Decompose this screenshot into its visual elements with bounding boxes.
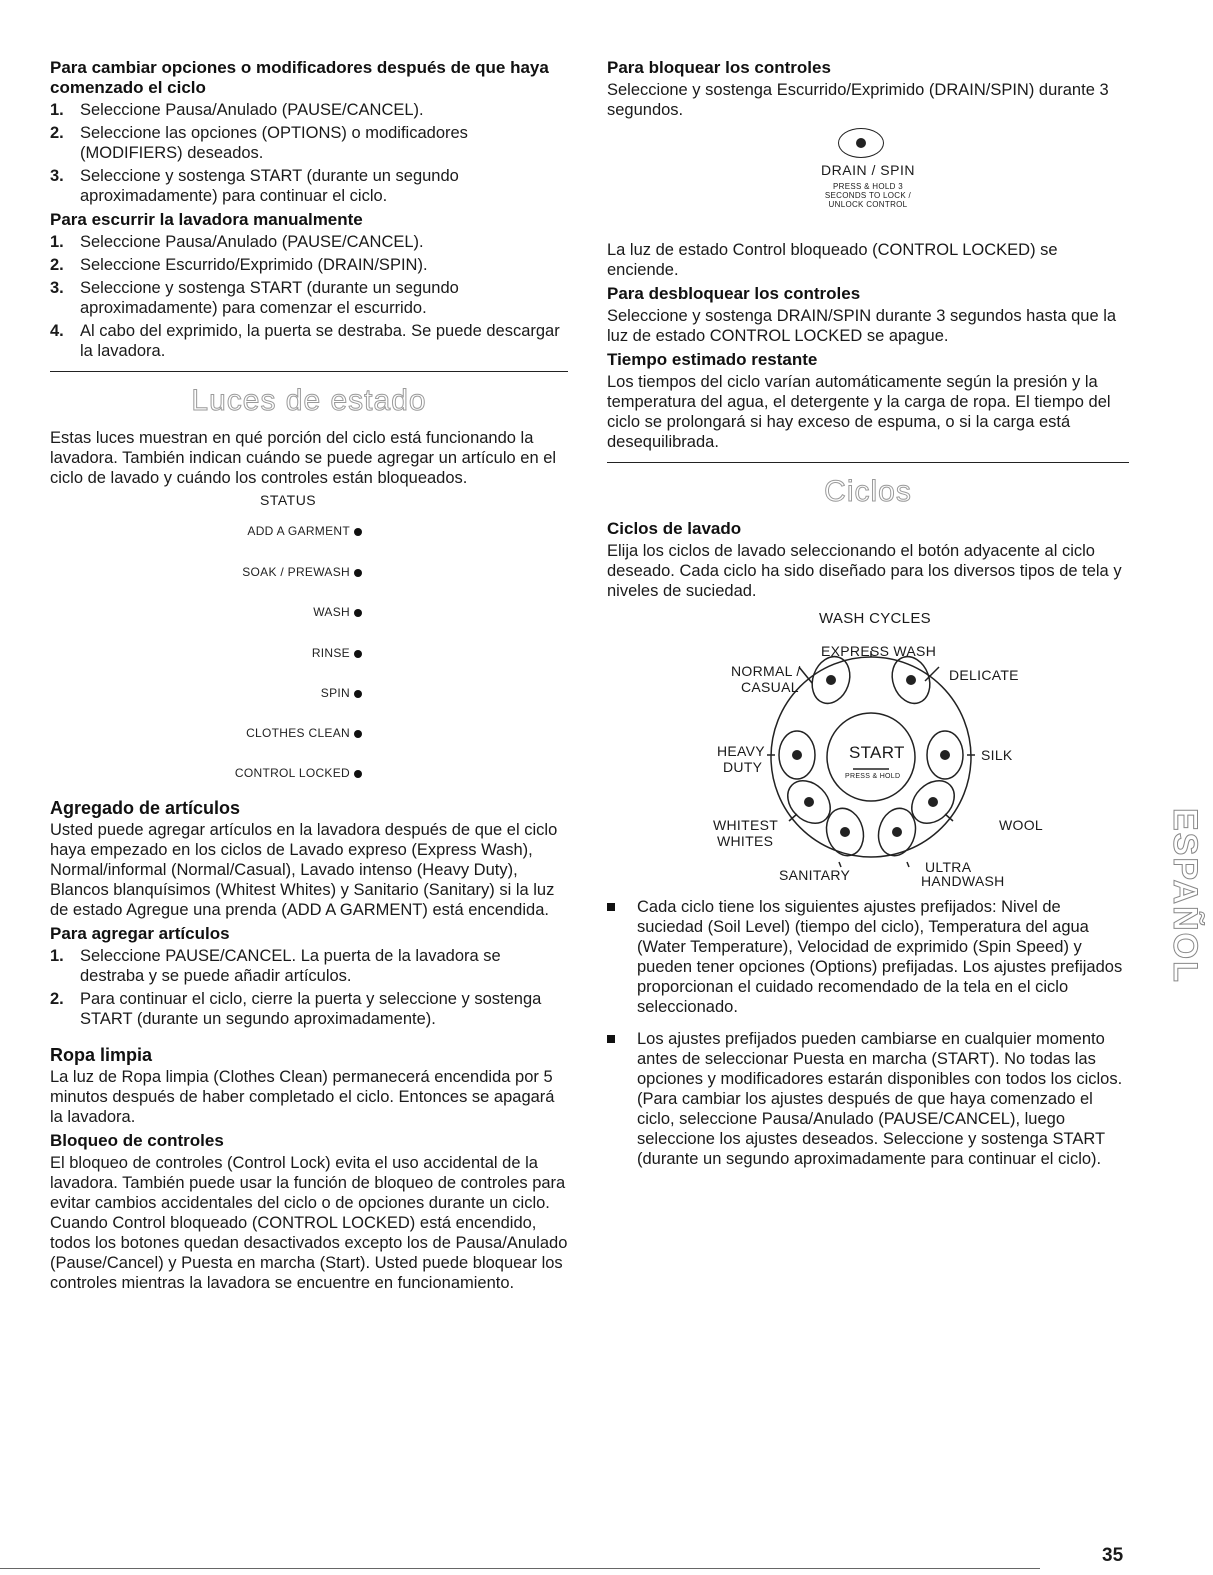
indicator-dot-icon	[354, 650, 362, 658]
bloqueo-text: El bloqueo de controles (Control Lock) evita el uso accidental de la lavadora. También puede usar la función de bloqueo de controles para evitar cambios accidentales del ciclo o de opciones durante un ciclo. Cuando Control bloqueado (CONTROL LOCKED) está encendido, todos los botones quedan desactivados excepto los de Pausa/Anulado (Pause/Cancel) y Puesta en marcha (Start). Usted puede bloquear los controles mientras la lavadora se encuentre en funcionamiento.	[50, 1154, 568, 1292]
status-light-control-locked: CONTROL LOCKED	[235, 766, 362, 780]
left-column	[50, 58, 568, 1297]
dial-heavy: HEAVY	[717, 743, 765, 759]
manual-drain-steps	[50, 232, 568, 361]
list-item: Cada ciclo tiene los siguientes ajustes prefijados: Nivel de suciedad (Soil Level) (tiempo del ciclo), Temperatura del agua (Water Temperature), Velocidad de exprimido (Spin Speed) y pueden tener opciones (Options) prefijadas. Los ajustes prefijados proporcionan el cuidado recomendado de la tela en el ciclo seleccionado.	[607, 897, 1129, 1017]
drain-spin-button-illustration	[607, 128, 1129, 226]
list-item: 3. Seleccione y sostenga START (durante un segundo aproximadamente) para comenzar el escurrido.	[50, 279, 459, 317]
indicator-dot-icon	[354, 609, 362, 617]
list-item: 1. Seleccione Pausa/Anulado (PAUSE/CANCEL).	[50, 233, 424, 251]
list-item: 2. Seleccione las opciones (OPTIONS) o modificadores (MODIFIERS) deseados.	[50, 124, 468, 162]
dial-press-hold: PRESS & HOLD	[845, 773, 901, 780]
luces-intro: Estas luces muestran en qué porción del ciclo está funcionando la lavadora. También indican cuándo se puede agregar un artículo en el ciclo de lavado y cuándo los controles están bloqueados.	[50, 429, 557, 487]
list-item: Los ajustes prefijados pueden cambiarse en cualquier momento antes de seleccionar Puesta en marcha (START). No todas las opciones y modificadores estarán disponibles con todos los ciclos. (Para cambiar los ajustes después de que haya comenzado el ciclo, seleccione Pausa/Anulado (PAUSE/CANCEL), luego seleccione los ajustes deseados. Seleccione y sostenga START (durante un segundo aproximadamente para continuar el ciclo).	[607, 1029, 1129, 1169]
dial-whitest: WHITEST	[713, 817, 779, 833]
locked-text: La luz de estado Control bloqueado (CONTROL LOCKED) se enciende.	[607, 241, 1058, 279]
drain-spin-button-icon	[838, 128, 884, 158]
heading-change-options: Para cambiar opciones o modificadores después de que haya comenzado el ciclo	[50, 58, 549, 97]
drain-note-line: UNLOCK CONTROL	[828, 200, 908, 209]
heading-ciclos-lavado: Ciclos de lavado	[607, 519, 742, 538]
bloquear-text: Seleccione y sostenga Escurrido/Exprimido (DRAIN/SPIN) durante 3 segundos.	[607, 81, 1109, 119]
heading-bloquear: Para bloquear los controles	[607, 58, 831, 77]
status-light-wash: WASH	[313, 605, 362, 619]
indicator-dot-icon	[354, 730, 362, 738]
drain-spin-label: DRAIN / SPIN	[821, 162, 915, 178]
heading-manual-drain: Para escurrir la lavadora manualmente	[50, 210, 363, 229]
wash-cycles-dial-illustration	[607, 607, 1129, 887]
heading-tiempo: Tiempo estimado restante	[607, 350, 818, 369]
heading-para-agregar: Para agregar artículos	[50, 924, 230, 943]
section-title-ciclos: Ciclos	[824, 475, 912, 508]
dial-normal: NORMAL /	[731, 663, 801, 679]
heading-ropa-limpia: Ropa limpia	[50, 1045, 153, 1065]
list-item: 4. Al cabo del exprimido, la puerta se destraba. Se puede descargar la lavadora.	[50, 322, 560, 360]
section-title-luces: Luces de estado	[191, 384, 427, 417]
drain-note-line: SECONDS TO LOCK /	[824, 191, 912, 200]
indicator-dot-icon	[354, 528, 362, 536]
status-light-add-garment: ADD A GARMENT	[247, 524, 362, 538]
status-light-rinse: RINSE	[312, 646, 362, 660]
dial-express-wash: EXPRESS WASH	[821, 643, 937, 659]
indicator-dot-icon	[354, 569, 362, 577]
dial-handwash: HANDWASH	[921, 873, 1005, 889]
indicator-dot-icon	[354, 690, 362, 698]
list-item: 1. Seleccione PAUSE/CANCEL. La puerta de la lavadora se destraba y se puede añadir artículos.	[50, 947, 501, 985]
dial-whites: WHITES	[717, 833, 774, 849]
side-tab-label: ESPAÑOL	[1166, 808, 1204, 984]
bottom-rule	[0, 1568, 1040, 1569]
list-item: 2. Seleccione Escurrido/Exprimido (DRAIN/SPIN).	[50, 256, 428, 274]
dial-silk: SILK	[981, 747, 1013, 763]
section-divider	[607, 462, 1129, 463]
dial-ultra: ULTRA	[925, 859, 972, 875]
ropa-limpia-text: La luz de Ropa limpia (Clothes Clean) permanecerá encendida por 5 minutos después de haber completado el ciclo. Entonces se apagará la lavadora.	[50, 1068, 555, 1126]
drain-note-line: PRESS & HOLD 3	[832, 182, 903, 191]
dial-casual: CASUAL	[741, 679, 799, 695]
tiempo-text: Los tiempos del ciclo varían automáticamente según la presión y la temperatura del agua, el detergente y la carga de ropa. El tiempo del ciclo se prolongará si hay exceso de espuma, o si la carga está desequilibrada.	[607, 373, 1111, 451]
para-agregar-steps	[50, 946, 568, 1029]
indicator-dot-icon	[354, 770, 362, 778]
dial-delicate: DELICATE	[949, 667, 1019, 683]
ciclos-text: Elija los ciclos de lavado seleccionando el botón adyacente al ciclo deseado. Cada ciclo ha sido diseñado para los diversos tipos de tela y niveles de suciedad.	[607, 542, 1122, 600]
dial-start-button: START	[849, 743, 905, 762]
dial-duty: DUTY	[723, 759, 763, 775]
status-light-spin: SPIN	[321, 686, 362, 700]
page-number: 35	[1102, 1545, 1124, 1566]
heading-bloqueo: Bloqueo de controles	[50, 1131, 224, 1150]
dial-sanitary: SANITARY	[779, 867, 851, 883]
status-light-soak: SOAK / PREWASH	[242, 565, 362, 579]
heading-desbloquear: Para desbloquear los controles	[607, 284, 861, 303]
status-title: STATUS	[260, 492, 317, 508]
list-item: 2. Para continuar el ciclo, cierre la puerta y seleccione y sostenga START (durante un segundo aproximadamente).	[50, 990, 542, 1028]
change-options-steps	[50, 100, 568, 206]
agregado-text: Usted puede agregar artículos en la lavadora después de que el ciclo haya empezado en los ciclos de Lavado expreso (Express Wash), Normal/informal (Normal/Casual), Lavado intenso (Heavy Duty), Blancos blanquísimos (Whitest Whites) y Sanitario (Sanitary) si la luz de estado Agregue una prenda (ADD A GARMENT) está encendida.	[50, 821, 558, 919]
heading-agregado: Agregado de artículos	[50, 798, 241, 818]
cycle-notes-list	[607, 897, 1129, 1169]
bullet-square-icon	[607, 903, 615, 911]
section-divider	[50, 371, 568, 372]
bullet-square-icon	[607, 1035, 615, 1043]
list-item: 1. Seleccione Pausa/Anulado (PAUSE/CANCEL).	[50, 101, 424, 119]
desbloquear-text: Seleccione y sostenga DRAIN/SPIN durante 3 segundos hasta que la luz de estado CONTROL LOCKED se apague.	[607, 307, 1117, 345]
right-column	[607, 58, 1129, 1181]
status-light-clothes-clean: CLOTHES CLEAN	[246, 726, 362, 740]
status-lights-panel	[50, 492, 568, 792]
list-item: 3. Seleccione y sostenga START (durante un segundo aproximadamente) para continuar el ciclo.	[50, 167, 459, 205]
dial-wool: WOOL	[999, 817, 1043, 833]
dial-title: WASH CYCLES	[819, 610, 931, 627]
side-language-tab	[1150, 808, 1204, 1058]
